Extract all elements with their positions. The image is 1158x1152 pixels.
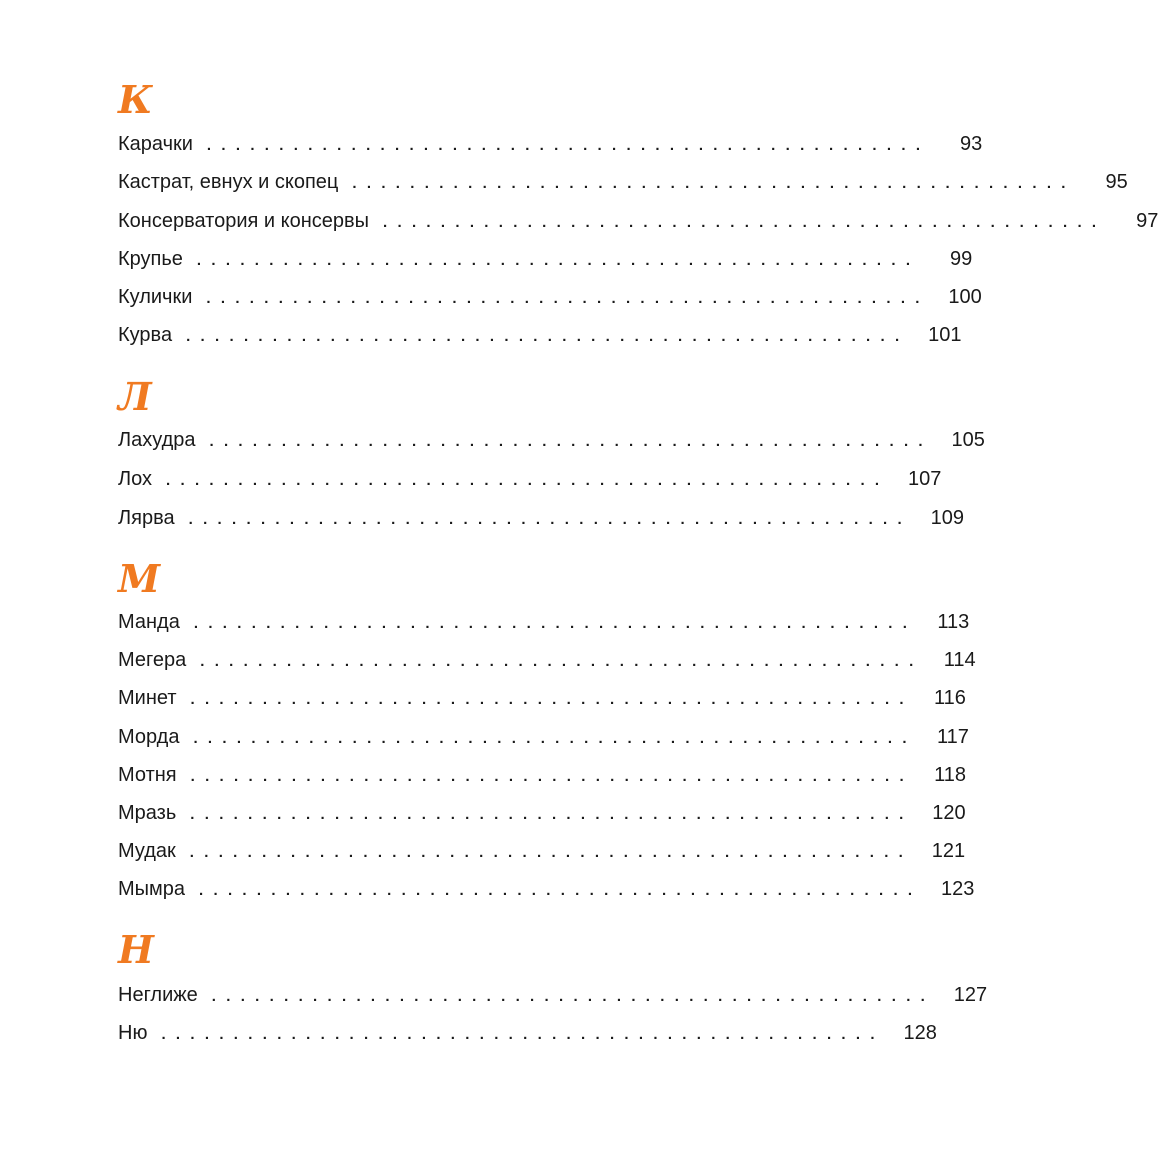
toc-entry-title: Минет	[118, 687, 177, 709]
toc-entry-page: 120	[932, 802, 966, 824]
section-letter-k: К	[118, 77, 153, 122]
toc-entry-page: 109	[930, 507, 964, 529]
toc-entry[interactable]	[118, 685, 966, 711]
toc-entry[interactable]	[118, 609, 970, 635]
toc-entry-title: Лярва	[118, 507, 175, 529]
toc-entry-page: 97	[1136, 210, 1158, 232]
toc-entry-title: Кулички	[118, 286, 193, 308]
dot-leader: ..................................................	[190, 691, 914, 708]
toc-entry[interactable]	[118, 724, 969, 750]
dot-leader: ..................................................	[383, 214, 1107, 231]
dot-leader: ..................................................	[186, 328, 910, 345]
toc-entry-title: Мотня	[118, 764, 177, 786]
dot-leader: ..................................................	[206, 137, 931, 154]
dot-leader: ..................................................	[193, 730, 917, 747]
toc-entry-page: 128	[903, 1022, 937, 1044]
toc-entry[interactable]	[118, 647, 976, 673]
toc-entry-page: 121	[931, 840, 966, 862]
dot-leader: ..................................................	[206, 290, 930, 307]
toc-entry-title: Крупье	[118, 248, 183, 270]
toc-entry-page: 93	[960, 133, 983, 155]
toc-entry-page: 107	[908, 468, 942, 490]
toc-entry-title: Кастрат, евнух и скопец	[118, 171, 339, 193]
dot-leader: ..................................................	[188, 511, 912, 528]
toc-entry-page: 127	[953, 984, 988, 1006]
toc-entry[interactable]	[118, 169, 1128, 195]
dot-leader: ..................................................	[190, 768, 914, 785]
toc-entry[interactable]	[118, 505, 964, 531]
toc-entry-page: 95	[1105, 171, 1128, 193]
toc-entry-title: Лох	[118, 468, 153, 490]
dot-leader: ..................................................	[352, 175, 1076, 192]
toc-entry[interactable]	[118, 322, 962, 348]
toc-entry-page: 113	[937, 611, 970, 633]
toc-entry-title: Мразь	[118, 802, 177, 824]
toc-entry[interactable]	[118, 982, 988, 1008]
dot-leader: ..................................................	[209, 433, 933, 450]
toc-entry-page: 117	[936, 726, 969, 748]
toc-entry-title: Неглиже	[118, 984, 198, 1006]
toc-entry-page: 118	[934, 764, 966, 786]
toc-entry[interactable]	[118, 876, 975, 902]
toc-entry-title: Ню	[118, 1022, 148, 1044]
toc-entry[interactable]	[118, 466, 942, 492]
toc-entry[interactable]	[118, 838, 966, 864]
dot-leader: ..................................................	[196, 252, 921, 269]
toc-entry-title: Манда	[118, 611, 180, 633]
section-letter-m: М	[118, 556, 161, 601]
toc-entry-page: 116	[933, 687, 966, 709]
toc-entry-title: Карачки	[118, 133, 193, 155]
toc-entry-page: 105	[951, 429, 985, 451]
dot-leader: ..................................................	[211, 988, 936, 1005]
dot-leader: ..................................................	[189, 844, 914, 861]
toc-entry-title: Морда	[118, 726, 180, 748]
toc-entry[interactable]	[118, 762, 966, 788]
toc-entry[interactable]	[118, 427, 985, 453]
dot-leader: ..................................................	[193, 615, 918, 632]
dot-leader: ..................................................	[161, 1026, 885, 1043]
section-letter-n: Н	[118, 927, 154, 972]
toc-entry-page: 101	[928, 324, 962, 346]
section-letter-l: Л	[118, 374, 152, 419]
toc-entry-title: Мудак	[118, 840, 176, 862]
toc-entry[interactable]	[118, 1020, 937, 1046]
dot-leader: ..................................................	[166, 472, 890, 489]
toc-entry[interactable]	[118, 284, 982, 310]
toc-entry-title: Мегера	[118, 649, 187, 671]
toc-entry-page: 99	[950, 248, 973, 270]
toc-entry-page: 100	[948, 286, 982, 308]
dot-leader: ..................................................	[199, 882, 923, 899]
toc-entry[interactable]	[118, 246, 973, 272]
dot-leader: ..................................................	[200, 653, 924, 670]
toc-entry[interactable]	[118, 208, 1158, 234]
toc-entry-page: 123	[941, 878, 975, 900]
toc-entry-title: Курва	[118, 324, 173, 346]
dot-leader: ..................................................	[190, 806, 914, 823]
toc-entry-title: Консерватория и консервы	[118, 210, 370, 232]
toc-entry-title: Лахудра	[118, 429, 196, 451]
toc-entry-title: Мымра	[118, 878, 186, 900]
toc-entry[interactable]	[118, 800, 966, 826]
toc-entry[interactable]	[118, 131, 983, 157]
toc-entry-page: 114	[943, 649, 976, 671]
